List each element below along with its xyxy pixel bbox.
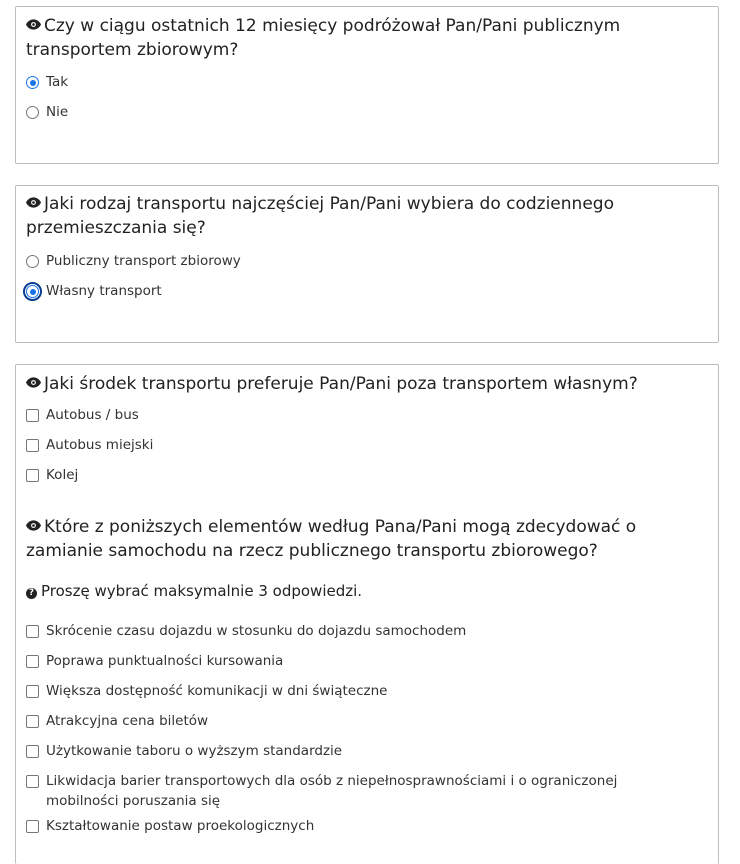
- question-mark-icon: ?: [26, 588, 37, 599]
- checkbox-label-punktualnosc[interactable]: Poprawa punktualności kursowania: [46, 653, 284, 669]
- question-title-1: [26, 14, 704, 62]
- question-panel-1: [15, 6, 719, 164]
- radio-tak[interactable]: [26, 76, 39, 89]
- checkbox-option-kolej[interactable]: [26, 465, 708, 485]
- checkbox-option-5[interactable]: [26, 741, 708, 761]
- checkbox-label-czas-dojazdu[interactable]: Skrócenie czasu dojazdu w stosunku do dojazdu samochodem: [46, 623, 467, 639]
- question-panel-2: [15, 185, 719, 343]
- checkbox-label-bariery[interactable]: Likwidacja barier transportowych dla osób z niepełnosprawnościami i o ograniczonej mobilności poruszania się: [46, 773, 618, 809]
- eye-icon: [26, 19, 41, 30]
- checkbox-label-tabor[interactable]: Użytkowanie taboru o wyższym standardzie: [46, 743, 343, 759]
- checkbox-label-postawy[interactable]: Kształtowanie postaw proekologicznych: [46, 818, 315, 834]
- checkbox-kolej[interactable]: [26, 469, 39, 482]
- checkbox-czas-dojazdu[interactable]: [26, 625, 39, 638]
- checkbox-option-4[interactable]: [26, 711, 708, 731]
- eye-icon: [26, 520, 41, 531]
- question-title-2: [26, 192, 704, 240]
- radio-option-nie[interactable]: [26, 102, 708, 122]
- eye-icon: [26, 377, 41, 388]
- radio-label-publiczny[interactable]: Publiczny transport zbiorowy: [46, 253, 241, 269]
- radio-label-wlasny[interactable]: Własny transport: [46, 283, 162, 299]
- checkbox-cena-biletow[interactable]: [26, 715, 39, 728]
- checkbox-tabor[interactable]: [26, 745, 39, 758]
- question-title-text-2: Jaki rodzaj transportu najczęściej Pan/Pani wybiera do codziennego przemieszczania się?: [26, 194, 614, 238]
- checkbox-option-7[interactable]: [26, 816, 708, 836]
- checkbox-option-3[interactable]: [26, 681, 708, 701]
- checkbox-autobus-miejski[interactable]: [26, 439, 39, 452]
- checkbox-option-autobus-bus[interactable]: [26, 405, 708, 425]
- radio-option-publiczny[interactable]: [26, 251, 708, 271]
- question-title-text-4: Które z poniższych elementów według Pana/Pani mogą zdecydować o zamianie samochodu na rzecz publicznego transportu zbiorowego?: [26, 517, 637, 561]
- checkbox-autobus-bus[interactable]: [26, 409, 39, 422]
- question-title-3: [26, 372, 704, 396]
- checkbox-option-2[interactable]: [26, 651, 708, 671]
- question-title-4: [26, 515, 704, 563]
- radio-label-nie[interactable]: Nie: [46, 104, 69, 120]
- radio-option-tak[interactable]: [26, 72, 708, 92]
- checkbox-label-autobus-bus[interactable]: Autobus / bus: [46, 407, 139, 423]
- checkbox-label-autobus-miejski[interactable]: Autobus miejski: [46, 437, 154, 453]
- checkbox-bariery[interactable]: [26, 775, 39, 788]
- checkbox-postawy[interactable]: [26, 820, 39, 833]
- checkbox-option-1[interactable]: [26, 621, 708, 641]
- radio-nie[interactable]: [26, 106, 39, 119]
- question-panel-3: [15, 364, 719, 864]
- checkbox-dni-swiateczne[interactable]: [26, 685, 39, 698]
- checkbox-punktualnosc[interactable]: [26, 655, 39, 668]
- radio-wlasny[interactable]: [26, 285, 39, 298]
- radio-option-wlasny[interactable]: [26, 281, 708, 301]
- question-hint-text: Proszę wybrać maksymalnie 3 odpowiedzi.: [41, 582, 363, 600]
- question-title-text-1: Czy w ciągu ostatnich 12 miesięcy podróżował Pan/Pani publicznym transportem zbiorowym?: [26, 16, 621, 60]
- radio-publiczny[interactable]: [26, 255, 39, 268]
- checkbox-label-dni-swiateczne[interactable]: Większa dostępność komunikacji w dni świąteczne: [46, 683, 388, 699]
- checkbox-label-kolej[interactable]: Kolej: [46, 467, 79, 483]
- question-hint: [26, 580, 708, 602]
- question-title-text-3: Jaki środek transportu preferuje Pan/Pani poza transportem własnym?: [44, 374, 638, 394]
- checkbox-option-6[interactable]: [26, 771, 678, 811]
- checkbox-option-autobus-miejski[interactable]: [26, 435, 708, 455]
- eye-icon: [26, 197, 41, 208]
- checkbox-label-cena-biletow[interactable]: Atrakcyjna cena biletów: [46, 713, 209, 729]
- radio-label-tak[interactable]: Tak: [46, 74, 69, 90]
